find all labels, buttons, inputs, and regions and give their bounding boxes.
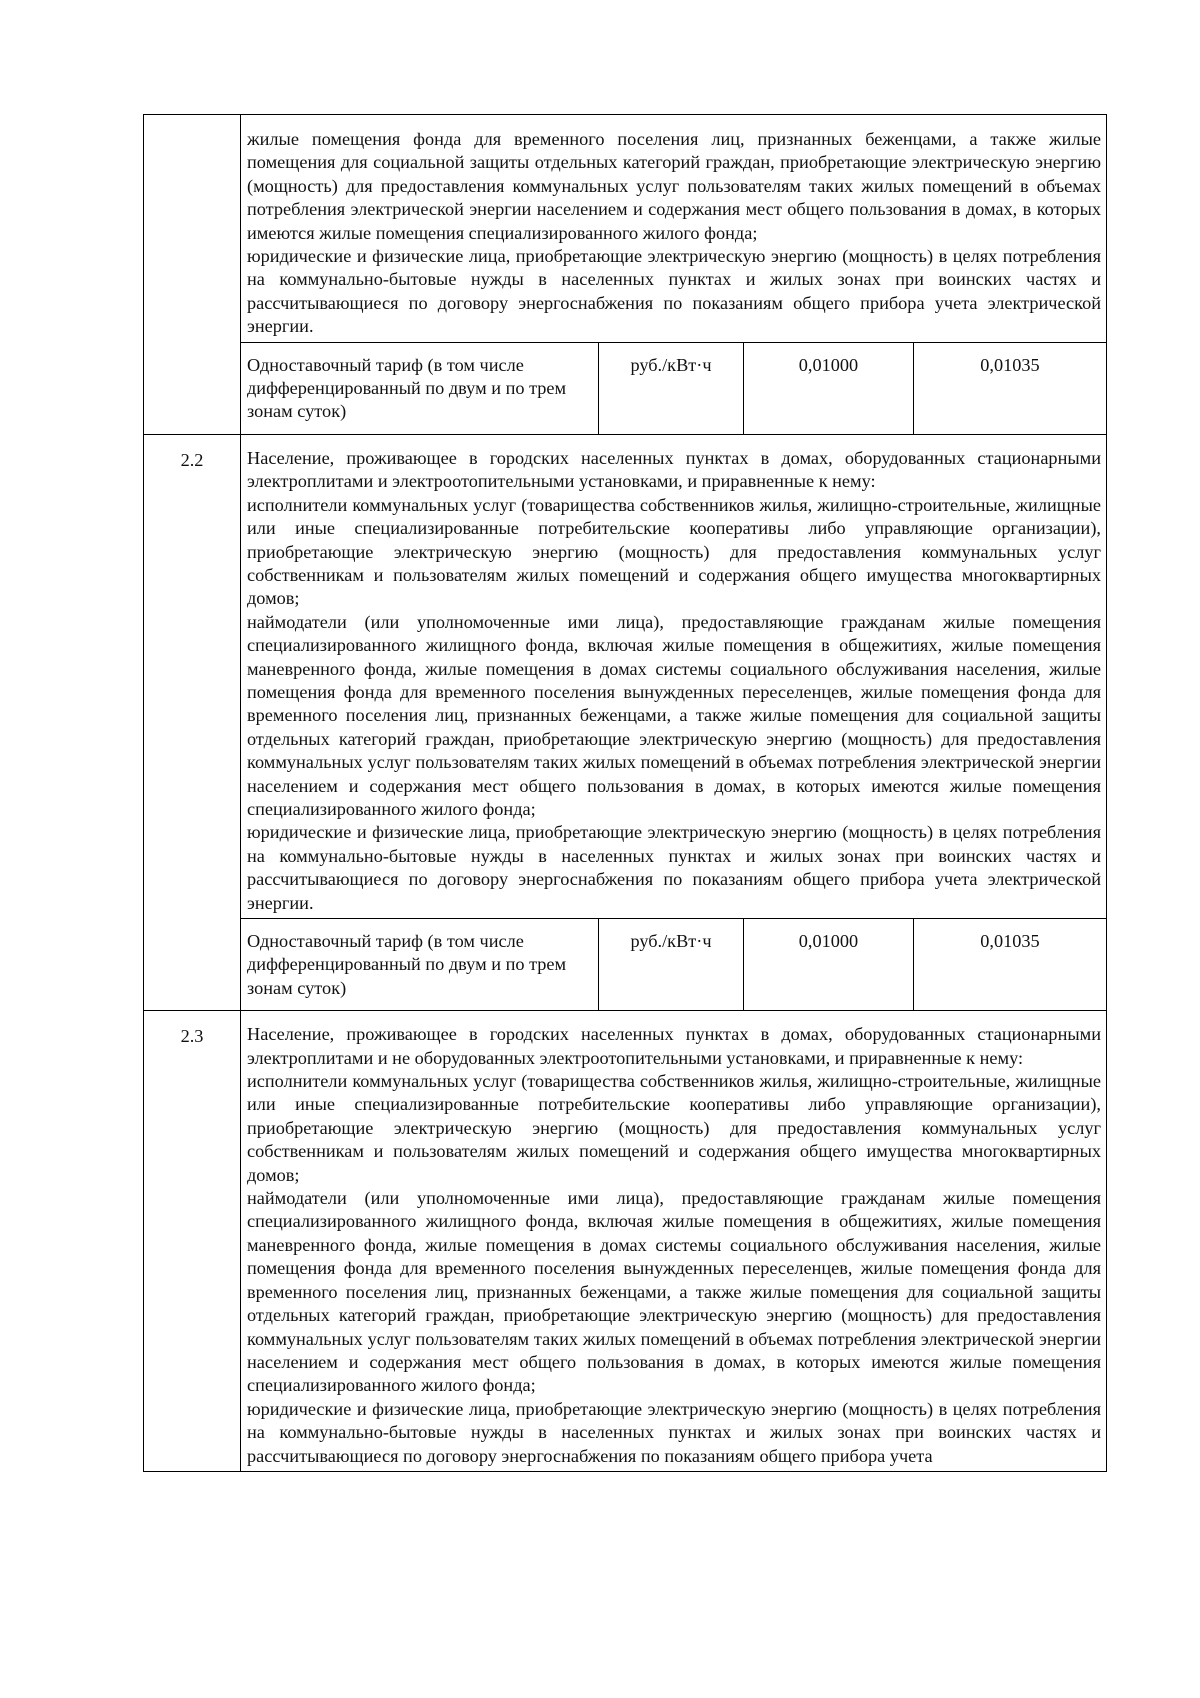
description-paragraph: юридические и физические лица, приобретающие электрическую энергию (мощность) в целях потребления на коммунально-бытовые нужды в населенных пунктах и жилых зонах при воинских частях и рассчитывающиеся по договору энергоснабжения по показаниям общего прибора учета	[247, 1398, 1101, 1466]
section-description	[241, 115, 1107, 343]
rate-value-period-1: 0,01000	[744, 919, 914, 1010]
rate-value-period-2: 0,01035	[914, 919, 1107, 1010]
description-paragraph: наймодатели (или уполномоченные ими лица), предоставляющие гражданам жилые помещения специализированного жилищного фонда, включая жилые помещения в общежитиях, жилые помещения маневренного фонда, жилые помещения в домах системы социального обслуживания населения, жилые помещения фонда для временного поселения вынужденных переселенцев, жилые помещения фонда для временного поселения лиц, признанных беженцами, а также жилые помещения для социальной защиты отдельных категорий граждан, приобретающие электрическую энергию (мощность) для предоставления коммунальных услуг пользователям таких жилых помещений в объемах потребления электрической энергии населением и содержания мест общего пользования в домах, в которых имеются жилые помещения специализированного жилого фонда;	[247, 611, 1101, 819]
section-row-2-2	[144, 434, 1107, 918]
description-paragraph: Население, проживающее в городских населенных пунктах в домах, оборудованных стационарными электроплитами и не оборудованных электроотопительными установками, и приравненные к нему:	[247, 1024, 1101, 1068]
rate-table	[241, 919, 1106, 1010]
rate-row	[144, 919, 1107, 1011]
rate-row	[144, 342, 1107, 434]
description-paragraph: юридические и физические лица, приобретающие электрическую энергию (мощность) в целях потребления на коммунально-бытовые нужды в населенных пунктах и жилых зонах при воинских частях и рассчитывающиеся по договору энергоснабжения по показаниям общего прибора учета электрической энергии.	[247, 822, 1101, 913]
rate-value-period-2: 0,01035	[914, 343, 1107, 434]
rate-unit: руб./кВт·ч	[599, 343, 744, 434]
description-paragraph: юридические и физические лица, приобретающие электрическую энергию (мощность) в целях потребления на коммунально-бытовые нужды в населенных пунктах и жилых зонах при воинских частях и рассчитывающиеся по договору энергоснабжения по показаниям общего прибора учета электрической энергии.	[247, 246, 1101, 337]
section-number: 2.2	[144, 434, 241, 1010]
section-description	[241, 1011, 1107, 1472]
rate-name: Одноставочный тариф (в том числе дифференцированный по двум и по трем зонам суток)	[241, 343, 599, 434]
description-paragraph: исполнители коммунальных услуг (товарищества собственников жилья, жилищно-строительные, жилищные или иные специализированные потребительские кооперативы либо управляющие организации), приобретающие электрическую энергию (мощность) для предоставления коммунальных услуг собственникам и пользователям жилых помещений и содержания общего имущества многоквартирных домов;	[247, 1071, 1101, 1185]
rate-name: Одноставочный тариф (в том числе дифференцированный по двум и по трем зонам суток)	[241, 919, 599, 1010]
section-number	[144, 115, 241, 435]
description-paragraph: наймодатели (или уполномоченные ими лица), предоставляющие гражданам жилые помещения специализированного жилищного фонда, включая жилые помещения в общежитиях, жилые помещения маневренного фонда, жилые помещения в домах системы социального обслуживания населения, жилые помещения фонда для временного поселения вынужденных переселенцев, жилые помещения фонда для временного поселения лиц, признанных беженцами, а также жилые помещения для социальной защиты отдельных категорий граждан, приобретающие электрическую энергию (мощность) для предоставления коммунальных услуг пользователям таких жилых помещений в объемах потребления электрической энергии населением и содержания мест общего пользования в домах, в которых имеются жилые помещения специализированного жилого фонда;	[247, 1188, 1101, 1396]
section-row-continued	[144, 115, 1107, 343]
rate-table	[241, 343, 1106, 434]
section-row-2-3	[144, 1011, 1107, 1472]
description-paragraph: Население, проживающее в городских населенных пунктах в домах, оборудованных стационарными электроплитами и электроотопительными установками, и приравненные к нему:	[247, 447, 1101, 492]
rate-value-period-1: 0,01000	[744, 343, 914, 434]
description-paragraph: исполнители коммунальных услуг (товарищества собственников жилья, жилищно-строительные, жилищные или иные специализированные потребительские кооперативы либо управляющие организации), приобретающие электрическую энергию (мощность) для предоставления коммунальных услуг собственникам и пользователям жилых помещений и содержания общего имущества многоквартирных домов;	[247, 494, 1101, 609]
description-paragraph: жилые помещения фонда для временного поселения лиц, признанных беженцами, а также жилые помещения для социальной защиты отдельных категорий граждан, приобретающие электрическую энергию (мощность) для предоставления коммунальных услуг пользователям таких жилых помещений в объемах потребления электрической энергии населением и содержания мест общего пользования в домах, в которых имеются жилые помещения специализированного жилого фонда;	[247, 129, 1101, 243]
rate-unit: руб./кВт·ч	[599, 919, 744, 1010]
tariff-table	[143, 114, 1107, 1472]
section-number: 2.3	[144, 1011, 241, 1472]
section-description	[241, 434, 1107, 918]
